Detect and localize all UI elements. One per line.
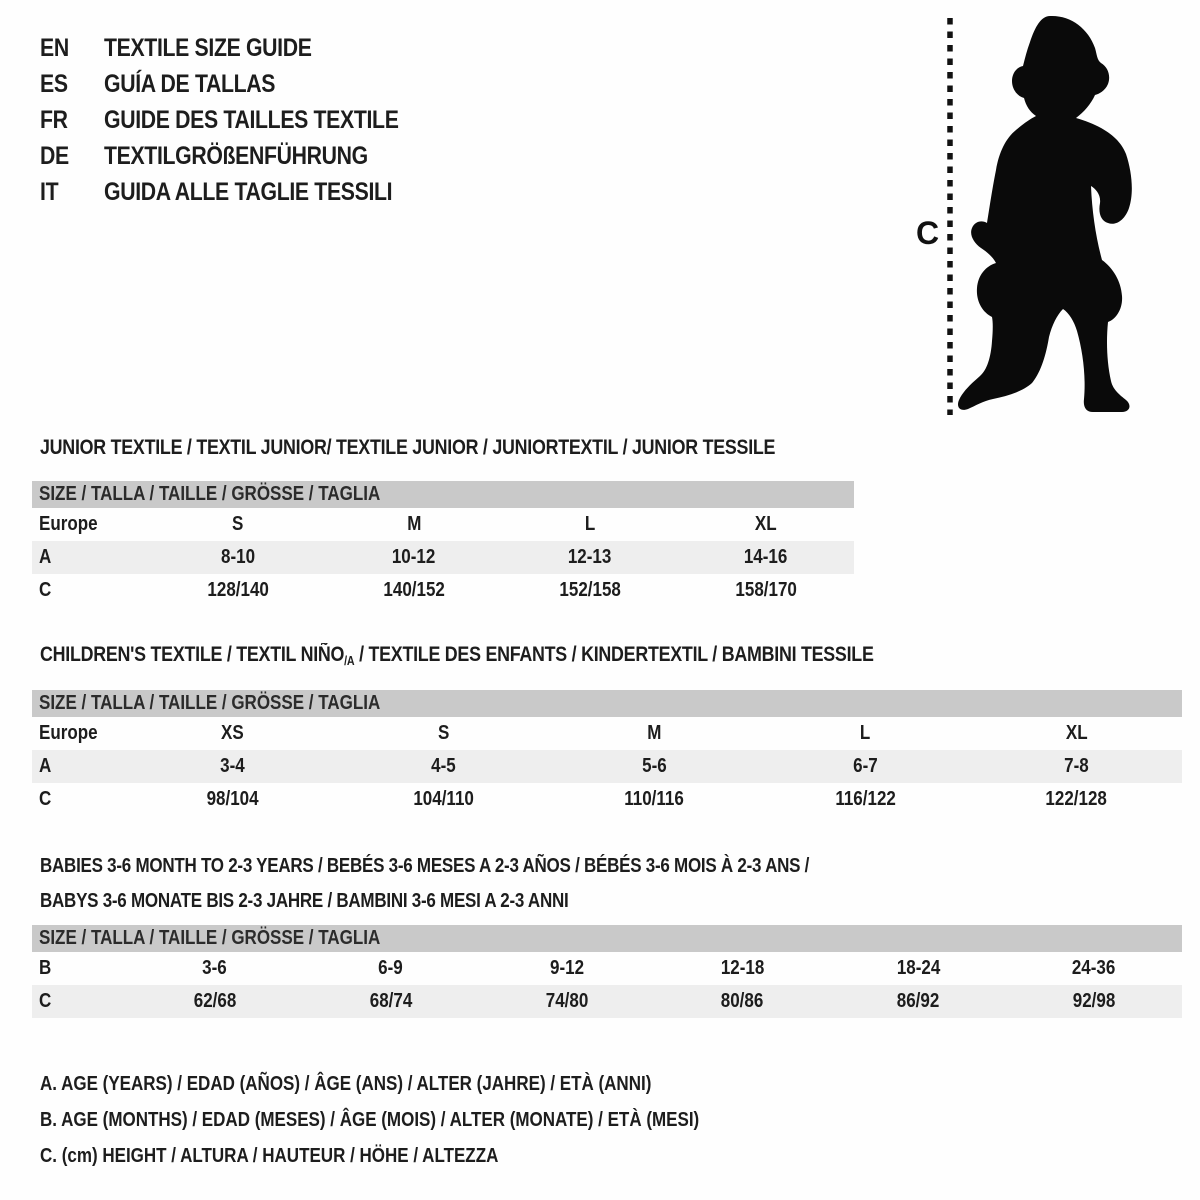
- babies-section-title: [40, 849, 945, 919]
- size-value: 12-18: [720, 957, 765, 979]
- table-row-height: [32, 783, 1182, 816]
- size-value: XL: [1065, 722, 1088, 744]
- table-row-height: [32, 985, 1182, 1018]
- table-row-months: [32, 952, 1182, 985]
- size-value: 98/104: [206, 788, 259, 810]
- size-value: XL: [755, 513, 777, 535]
- legend-note-c: C. (cm) HEIGHT / ALTURA / HAUTEUR / HÖHE / ALTEZZA: [40, 1145, 499, 1167]
- size-value: 4-5: [431, 755, 456, 777]
- size-value: 104/110: [413, 788, 474, 810]
- legend-note-a: A. AGE (YEARS) / EDAD (AÑOS) / ÂGE (ANS) / ALTER (JAHRE) / ETÀ (ANNI): [40, 1073, 652, 1095]
- row-label: A: [39, 546, 52, 568]
- size-value: 8-10: [220, 546, 256, 568]
- language-title: GUÍA DE TALLAS: [104, 70, 276, 98]
- size-value: 9-12: [549, 957, 584, 979]
- size-value: 110/116: [624, 788, 685, 810]
- size-value: 14-16: [744, 546, 788, 568]
- size-value: 24-36: [1072, 957, 1116, 979]
- size-value: XS: [221, 722, 244, 744]
- row-label: Europe: [39, 513, 98, 535]
- table-row-height: [32, 574, 854, 607]
- row-label: B: [39, 957, 52, 979]
- language-code: DE: [40, 142, 69, 170]
- language-title: TEXTILGRÖßENFÜHRUNG: [104, 142, 368, 170]
- toddler-figure: [880, 0, 1200, 430]
- size-value: 6-7: [853, 755, 878, 777]
- table-row-europe: [32, 508, 854, 541]
- size-value: 3-4: [220, 755, 245, 777]
- language-code: EN: [40, 34, 69, 62]
- size-value: M: [406, 513, 422, 535]
- language-row: [40, 30, 451, 66]
- height-measure-label: C: [916, 215, 940, 251]
- size-value: 18-24: [896, 957, 940, 979]
- size-header-band: SIZE / TALLA / TAILLE / GRÖSSE / TAGLIA: [32, 690, 1182, 717]
- language-row: [40, 102, 451, 138]
- language-code: ES: [40, 70, 68, 98]
- toddler-figure-svg: [880, 0, 1200, 430]
- table-row-europe: [32, 717, 1182, 750]
- babies-title-line-2: BABYS 3-6 MONATE BIS 2-3 JAHRE / BAMBINI 3-6 MESI A 2-3 ANNI: [40, 890, 569, 912]
- language-row: [40, 66, 451, 102]
- babies-size-table: [32, 925, 1182, 1018]
- children-section-title: CHILDREN'S TEXTILE / TEXTIL $NIÑO_{/A}$ / TEXTILE DES ENFANTS / KINDERTEXTIL / BAMBINI TESSILE: [40, 643, 874, 668]
- junior-section-title: JUNIOR TEXTILE / TEXTIL JUNIOR/ TEXTILE JUNIOR / JUNIORTEXTIL / JUNIOR TESSILE: [40, 436, 776, 459]
- size-value: 5-6: [642, 755, 667, 777]
- size-value: 128/140: [207, 579, 269, 601]
- size-value: 68/74: [369, 990, 413, 1012]
- size-value: S: [232, 513, 244, 535]
- size-value: L: [860, 722, 871, 744]
- row-label: Europe: [39, 722, 98, 744]
- size-value: 122/128: [1045, 788, 1108, 810]
- row-label: C: [39, 788, 52, 810]
- size-value: M: [647, 722, 662, 744]
- size-value: 3-6: [202, 957, 228, 979]
- babies-title-line-1: BABIES 3-6 MONTH TO 2-3 YEARS / BEBÉS 3-6 MESES A 2-3 AÑOS / BÉBÉS 3-6 MOIS À 2-3 ANS /: [40, 855, 810, 877]
- size-value: S: [437, 722, 450, 744]
- size-value: 86/92: [896, 990, 940, 1012]
- size-value: L: [584, 513, 596, 535]
- legend-note-b: B. AGE (MONTHS) / EDAD (MESES) / ÂGE (MOIS) / ALTER (MONATE) / ETÀ (MESI): [40, 1109, 700, 1131]
- language-code: IT: [40, 178, 59, 206]
- size-value: 62/68: [193, 990, 237, 1012]
- size-value: 7-8: [1064, 755, 1089, 777]
- toddler-silhouette: [958, 16, 1132, 412]
- language-code: FR: [40, 106, 68, 134]
- row-label: C: [39, 579, 52, 601]
- size-value: 74/80: [545, 990, 588, 1012]
- size-value: 10-12: [392, 546, 436, 568]
- table-row-age: [32, 541, 854, 574]
- language-title-list: [40, 30, 451, 210]
- language-title: GUIDA ALLE TAGLIE TESSILI: [104, 178, 393, 206]
- size-value: 140/152: [383, 579, 445, 601]
- language-row: [40, 138, 451, 174]
- legend: [40, 1066, 816, 1174]
- language-row: [40, 174, 451, 210]
- row-label: A: [39, 755, 52, 777]
- size-value: 12-13: [568, 546, 612, 568]
- language-title: GUIDE DES TAILLES TEXTILE: [104, 106, 399, 134]
- size-value: 116/122: [835, 788, 896, 810]
- size-value: 92/98: [1072, 990, 1116, 1012]
- junior-size-table: [32, 481, 854, 607]
- size-header-band: SIZE / TALLA / TAILLE / GRÖSSE / TAGLIA: [32, 925, 1182, 952]
- language-title: TEXTILE SIZE GUIDE: [104, 34, 312, 62]
- size-header-band: SIZE / TALLA / TAILLE / GRÖSSE / TAGLIA: [32, 481, 854, 508]
- size-value: 152/158: [559, 579, 621, 601]
- row-label: C: [39, 990, 52, 1012]
- size-value: 80/86: [721, 990, 764, 1012]
- children-size-table: [32, 690, 1182, 816]
- size-value: 6-9: [378, 957, 404, 979]
- size-value: 158/170: [735, 579, 797, 601]
- table-row-age: [32, 750, 1182, 783]
